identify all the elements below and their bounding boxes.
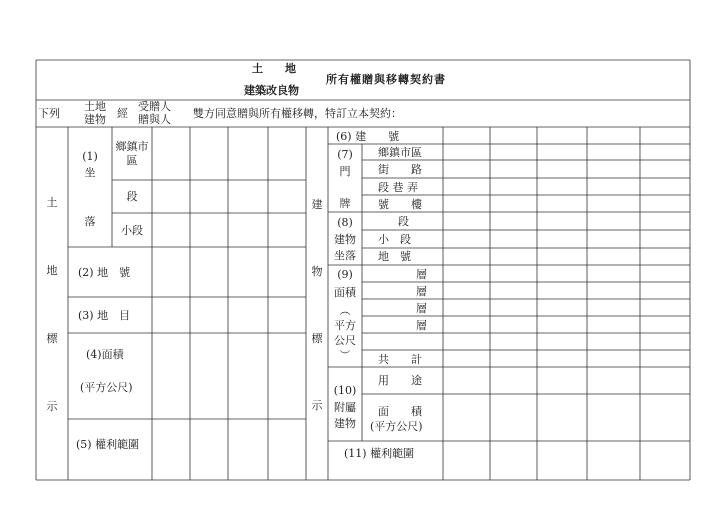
door-plate-char: 門	[339, 165, 351, 178]
annex-use-label: 用 途	[378, 374, 422, 387]
land-side-char: 示	[46, 400, 58, 413]
intro-prefix: 下列	[38, 107, 60, 120]
building-side-char: 建	[311, 198, 323, 211]
location-subsection: 小段	[121, 224, 143, 237]
lot-number-label: (2) 地 號	[78, 266, 131, 279]
building-area-char: 公尺	[334, 334, 356, 347]
location-label-char: 落	[84, 215, 96, 228]
location-label-char: 坐	[84, 166, 96, 179]
land-side-char: 地	[46, 264, 58, 277]
intro-statement: 雙方同意贈與所有權移轉，特訂立本契約：	[193, 107, 402, 120]
door-plate-row: 街 路	[378, 163, 422, 176]
annex-area-unit: (平方公尺)	[370, 420, 423, 433]
building-area-row: 層	[416, 285, 427, 298]
land-area-unit: (平方公尺)	[80, 381, 133, 394]
door-plate-num: (7)	[337, 148, 353, 161]
building-location-row: 段	[398, 215, 409, 228]
building-area-total: 共 計	[378, 353, 422, 366]
intro-building: 建物	[84, 113, 106, 126]
location-section: 段	[126, 190, 138, 203]
building-side-char: 示	[311, 399, 323, 412]
building-area-char: ︶	[339, 349, 351, 362]
building-side-char: 物	[311, 265, 323, 278]
intro-donor: 贈與人	[138, 113, 171, 126]
building-area-row: 層	[416, 302, 427, 315]
intro-land: 土地	[84, 100, 106, 113]
building-area-row: 層	[416, 268, 427, 281]
land-side-char: 標	[46, 332, 58, 345]
land-area-label: (4)面積	[86, 348, 124, 361]
intro-via: 經	[117, 107, 128, 120]
building-location-row: 小 段	[378, 233, 411, 246]
building-number-label: (6) 建 號	[336, 130, 400, 143]
location-township: 鄉鎮市區	[115, 140, 149, 167]
title-main: 所有權贈與移轉契約書	[326, 73, 446, 86]
land-rights-label: (5) 權利範圍	[76, 438, 140, 451]
annex-char: 附屬	[334, 401, 356, 414]
building-area-row: 層	[416, 319, 427, 332]
building-location-char: 建物	[334, 233, 356, 246]
building-rights-label: (11) 權利範圍	[344, 447, 415, 460]
land-use-label: (3) 地 目	[78, 309, 131, 322]
building-location-char: 坐落	[334, 249, 356, 262]
door-plate-row: 鄉鎮市區	[378, 146, 422, 159]
door-plate-char: 牌	[339, 197, 351, 210]
building-area-char: ︵	[339, 304, 351, 317]
door-plate-row: 段 巷 弄	[378, 181, 418, 194]
annex-num: (10)	[333, 384, 357, 397]
intro-recipient: 受贈人	[138, 100, 171, 113]
title-building: 建築改良物	[244, 84, 299, 97]
building-side-char: 標	[311, 332, 323, 345]
building-area-char: 平方	[334, 319, 356, 332]
building-area-char: 面積	[334, 286, 356, 299]
door-plate-row: 號 樓	[378, 198, 422, 211]
annex-char: 建物	[334, 417, 356, 430]
building-location-num: (8)	[337, 216, 353, 229]
building-location-row: 地 號	[378, 250, 411, 263]
title-land: 土 地	[252, 62, 296, 75]
land-side-char: 土	[46, 196, 58, 209]
location-label-num: (1)	[82, 150, 98, 163]
annex-area-label: 面 積	[378, 405, 422, 418]
building-area-num: (9)	[337, 268, 353, 281]
